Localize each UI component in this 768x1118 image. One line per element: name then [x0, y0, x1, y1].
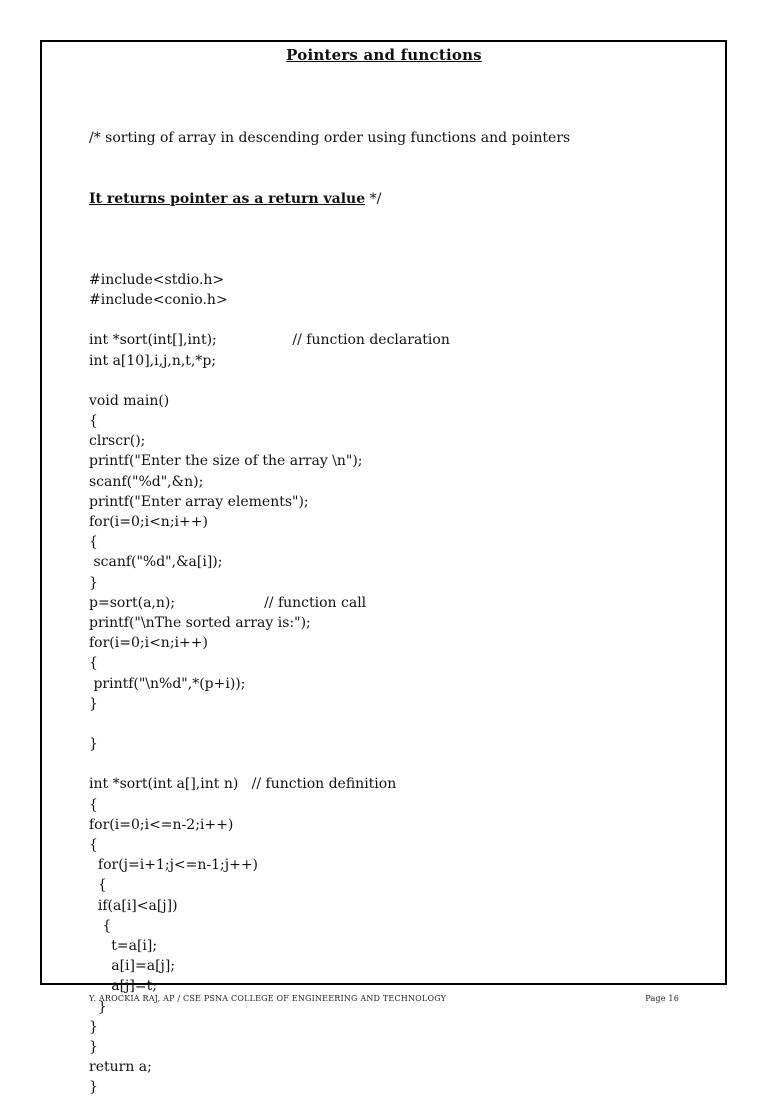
code-line: { [89, 534, 98, 551]
footer-author: Y. AROCKIA RAJ, AP / CSE PSNA COLLEGE OF ENGINEERING AND TECHNOLOGY [89, 994, 447, 1003]
code-line: } [89, 1079, 98, 1096]
code-line [89, 310, 709, 330]
code-line: for(i=0;i<n;i++) [89, 514, 208, 531]
page-title: Pointers and functions [286, 46, 482, 64]
code-line: { [89, 413, 98, 430]
code-line [89, 714, 709, 734]
code-line [89, 371, 709, 391]
code-line: printf("Enter the size of the array \n"); [89, 453, 363, 470]
code-line: } [89, 574, 98, 591]
code-lines [89, 250, 709, 1098]
comment-close: */ [365, 191, 382, 207]
code-line: clrscr(); [89, 433, 146, 450]
code-line: for(i=0;i<n;i++) [89, 635, 208, 652]
code-line: } [89, 998, 107, 1015]
page-footer [89, 994, 679, 1008]
code-line: } [89, 1038, 98, 1055]
code-line: for(i=0;i<=n-2;i++) [89, 816, 234, 833]
code-listing [89, 88, 709, 1118]
code-line: { [89, 917, 112, 934]
code-line: } [89, 1018, 98, 1035]
comment-line-2 [89, 189, 709, 209]
code-line: for(j=i+1;j<=n-1;j++) [89, 857, 259, 874]
code-line: int a[10],i,j,n,t,*p; [89, 352, 217, 369]
code-line: } [89, 736, 98, 753]
code-line: if(a[i]<a[j]) [89, 897, 178, 914]
code-line: t=a[i]; [89, 937, 158, 954]
code-line: #include<conio.h> [89, 291, 228, 308]
code-line [89, 250, 709, 270]
comment-bold-text: It returns pointer as a return value [89, 191, 366, 207]
code-line: void main() [89, 392, 170, 409]
code-line: { [89, 655, 98, 672]
code-line: } [89, 695, 98, 712]
comment-line-1: /* sorting of array in descending order using functions and pointers [89, 130, 571, 147]
code-line: { [89, 837, 98, 854]
code-line: printf("\n%d",*(p+i)); [89, 675, 246, 692]
code-line: return a; [89, 1059, 152, 1076]
code-line [89, 754, 709, 774]
footer-page-number: Page 16 [645, 994, 679, 1003]
code-line: scanf("%d",&a[i]); [89, 554, 223, 571]
code-line: printf("Enter array elements"); [89, 493, 309, 510]
code-line: #include<stdio.h> [89, 271, 225, 288]
code-line: int *sort(int[],int); // function declaration [89, 332, 450, 349]
code-line: { [89, 877, 107, 894]
code-line: scanf("%d",&n); [89, 473, 204, 490]
code-line: p=sort(a,n); // function call [89, 594, 367, 611]
code-line: a[j]=t; [89, 978, 157, 995]
code-line: a[i]=a[j]; [89, 958, 176, 975]
code-line: int *sort(int a[],int n) // function definition [89, 776, 397, 793]
code-line: printf("\nThe sorted array is:"); [89, 614, 311, 631]
code-line: { [89, 796, 98, 813]
